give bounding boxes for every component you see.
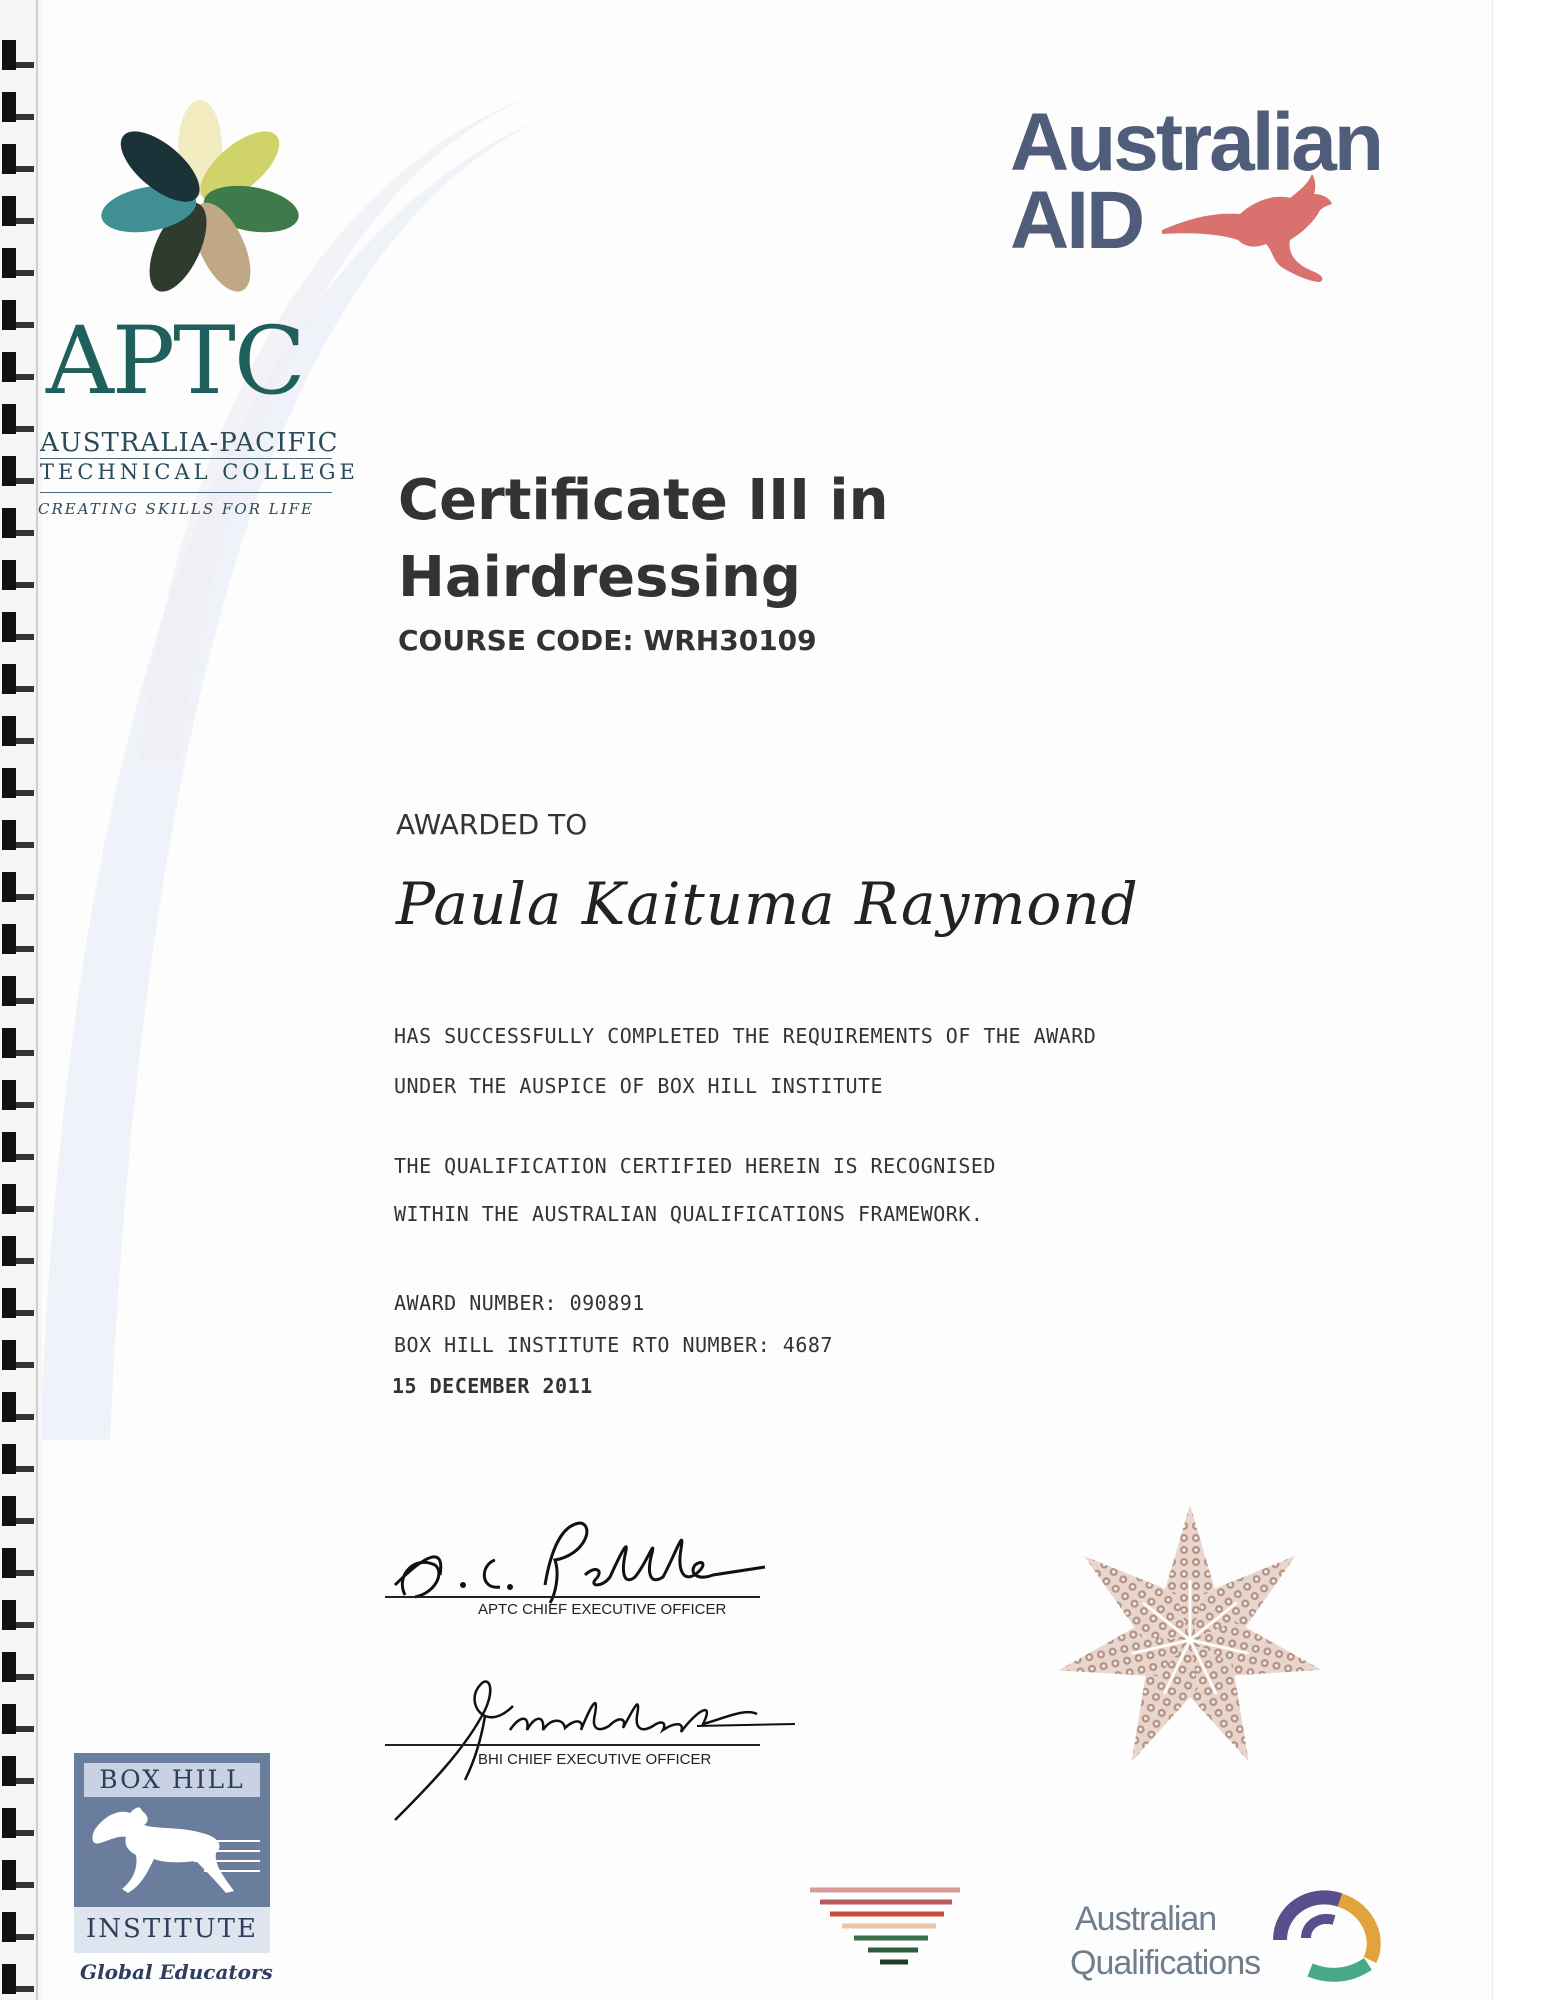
binding-ring — [16, 1466, 34, 1472]
binding-hole — [2, 1860, 16, 1890]
binding-ring — [16, 1778, 34, 1784]
australian-qualifications-line1: Australian — [1075, 1900, 1217, 1938]
binding-hole — [2, 1600, 16, 1630]
binding-ring — [16, 1882, 34, 1888]
horse-icon — [84, 1801, 260, 1901]
binding-ring — [16, 322, 34, 328]
certificate-title-line1: Certificate III in — [398, 468, 889, 533]
binding-ring — [16, 1934, 34, 1940]
aqf-chevron-icon — [810, 1880, 960, 1990]
binding-ring — [16, 998, 34, 1004]
binding-hole — [2, 716, 16, 746]
australian-aid-line2: AID — [1010, 175, 1143, 266]
binding-ring — [16, 1050, 34, 1056]
australian-qualifications-line2: Qualifications — [1070, 1944, 1261, 1982]
binding-ring — [16, 790, 34, 796]
signature-caption-aptc: APTC CHIEF EXECUTIVE OFFICER — [478, 1601, 727, 1618]
binding-ring — [16, 1726, 34, 1732]
binding-hole — [2, 664, 16, 694]
binding-hole — [2, 976, 16, 1006]
binding-ring — [16, 1154, 34, 1160]
binding-hole — [2, 768, 16, 798]
binding-hole — [2, 1964, 16, 1994]
course-code: COURSE CODE: WRH30109 — [398, 624, 817, 657]
binding-ring — [16, 62, 34, 68]
binding-ring — [16, 166, 34, 172]
binding-hole — [2, 1496, 16, 1526]
binding-hole — [2, 1080, 16, 1110]
binding-hole — [2, 40, 16, 70]
binding-hole — [2, 300, 16, 330]
dotted-star-icon — [1040, 1490, 1340, 1790]
binding-hole — [2, 1756, 16, 1786]
binding-ring — [16, 270, 34, 276]
binding-hole — [2, 352, 16, 382]
binding-hole — [2, 1912, 16, 1942]
binding-ring — [16, 1206, 34, 1212]
binding-ring — [16, 1414, 34, 1420]
binding-ring — [16, 1518, 34, 1524]
binding-ring — [16, 1310, 34, 1316]
binding-ring — [16, 426, 34, 432]
binding-ring — [16, 738, 34, 744]
binding-hole — [2, 456, 16, 486]
binding-ring — [16, 374, 34, 380]
signature-line — [385, 1596, 760, 1598]
binding-hole — [2, 1028, 16, 1058]
rto-number: BOX HILL INSTITUTE RTO NUMBER: 4687 — [394, 1333, 833, 1357]
binding-ring — [16, 686, 34, 692]
binding-hole — [2, 1444, 16, 1474]
binding-hole — [2, 872, 16, 902]
binding-hole — [2, 1288, 16, 1318]
aptc-name-line2: TECHNICAL COLLEGE — [40, 460, 359, 484]
recognition-line1: THE QUALIFICATION CERTIFIED HEREIN IS RECOGNISED — [394, 1154, 996, 1178]
binding-hole — [2, 924, 16, 954]
binding-hole — [2, 508, 16, 538]
statement-line1: HAS SUCCESSFULLY COMPLETED THE REQUIREMENTS OF THE AWARD — [394, 1024, 1097, 1048]
binding-hole — [2, 1808, 16, 1838]
binding-ring — [16, 478, 34, 484]
binding-hole — [2, 196, 16, 226]
aptc-rule — [40, 492, 332, 493]
binding-hole — [2, 1132, 16, 1162]
award-number: AWARD NUMBER: 090891 — [394, 1291, 645, 1315]
aptc-flower-icon — [100, 100, 300, 300]
awarded-to-label: AWARDED TO — [396, 808, 588, 841]
binding-ring — [16, 1674, 34, 1680]
aptc-tagline: CREATING SKILLS FOR LIFE — [38, 500, 314, 518]
binding-hole — [2, 1184, 16, 1214]
signature-line — [385, 1744, 760, 1746]
binding-ring — [16, 1258, 34, 1264]
binding-ring — [16, 1622, 34, 1628]
binding-ring — [16, 1362, 34, 1368]
binding-edge — [36, 0, 38, 2000]
certificate-title-line2: Hairdressing — [398, 545, 801, 610]
page-right-edge — [1492, 0, 1545, 2000]
signature-bhi-ceo — [385, 1670, 805, 1830]
binding-hole — [2, 404, 16, 434]
qualifications-swirl-icon — [1250, 1880, 1400, 1990]
aptc-rule — [40, 458, 332, 459]
signature-caption-bhi: BHI CHIEF EXECUTIVE OFFICER — [478, 1751, 712, 1768]
binding-ring — [16, 114, 34, 120]
binding-hole — [2, 1704, 16, 1734]
binding-ring — [16, 582, 34, 588]
kangaroo-icon — [1160, 170, 1360, 290]
statement-line2: UNDER THE AUSPICE OF BOX HILL INSTITUTE — [394, 1074, 884, 1098]
binding-ring — [16, 946, 34, 952]
binding-ring — [16, 1986, 34, 1992]
binding-hole — [2, 1392, 16, 1422]
binding-ring — [16, 842, 34, 848]
binding-ring — [16, 1570, 34, 1576]
binding-ring — [16, 634, 34, 640]
binding-ring — [16, 1830, 34, 1836]
award-date: 15 DECEMBER 2011 — [392, 1374, 593, 1398]
binding-hole — [2, 248, 16, 278]
box-hill-line2: INSTITUTE — [74, 1907, 270, 1953]
recognition-line2: WITHIN THE AUSTRALIAN QUALIFICATIONS FRAMEWORK. — [394, 1202, 984, 1226]
binding-hole — [2, 1236, 16, 1266]
binding-hole — [2, 612, 16, 642]
australian-aid-line1: Australian — [1010, 97, 1381, 188]
binding-ring — [16, 894, 34, 900]
box-hill-tagline: Global Educators — [80, 1960, 273, 1984]
binding-hole — [2, 560, 16, 590]
binding-hole — [2, 820, 16, 850]
binding-hole — [2, 144, 16, 174]
binding-ring — [16, 1102, 34, 1108]
aptc-acronym: APTC — [46, 307, 304, 416]
binding-hole — [2, 1340, 16, 1370]
binding-hole — [2, 92, 16, 122]
box-hill-logo — [74, 1753, 270, 1953]
recipient-name: Paula Kaituma Raymond — [396, 870, 1139, 938]
signature-aptc-ceo — [385, 1515, 785, 1605]
binding-hole — [2, 1548, 16, 1578]
aptc-name-line1: AUSTRALIA-PACIFIC — [40, 428, 339, 458]
binding-hole — [2, 1652, 16, 1682]
binding-ring — [16, 218, 34, 224]
binding-ring — [16, 530, 34, 536]
box-hill-line1: BOX HILL — [84, 1763, 260, 1797]
